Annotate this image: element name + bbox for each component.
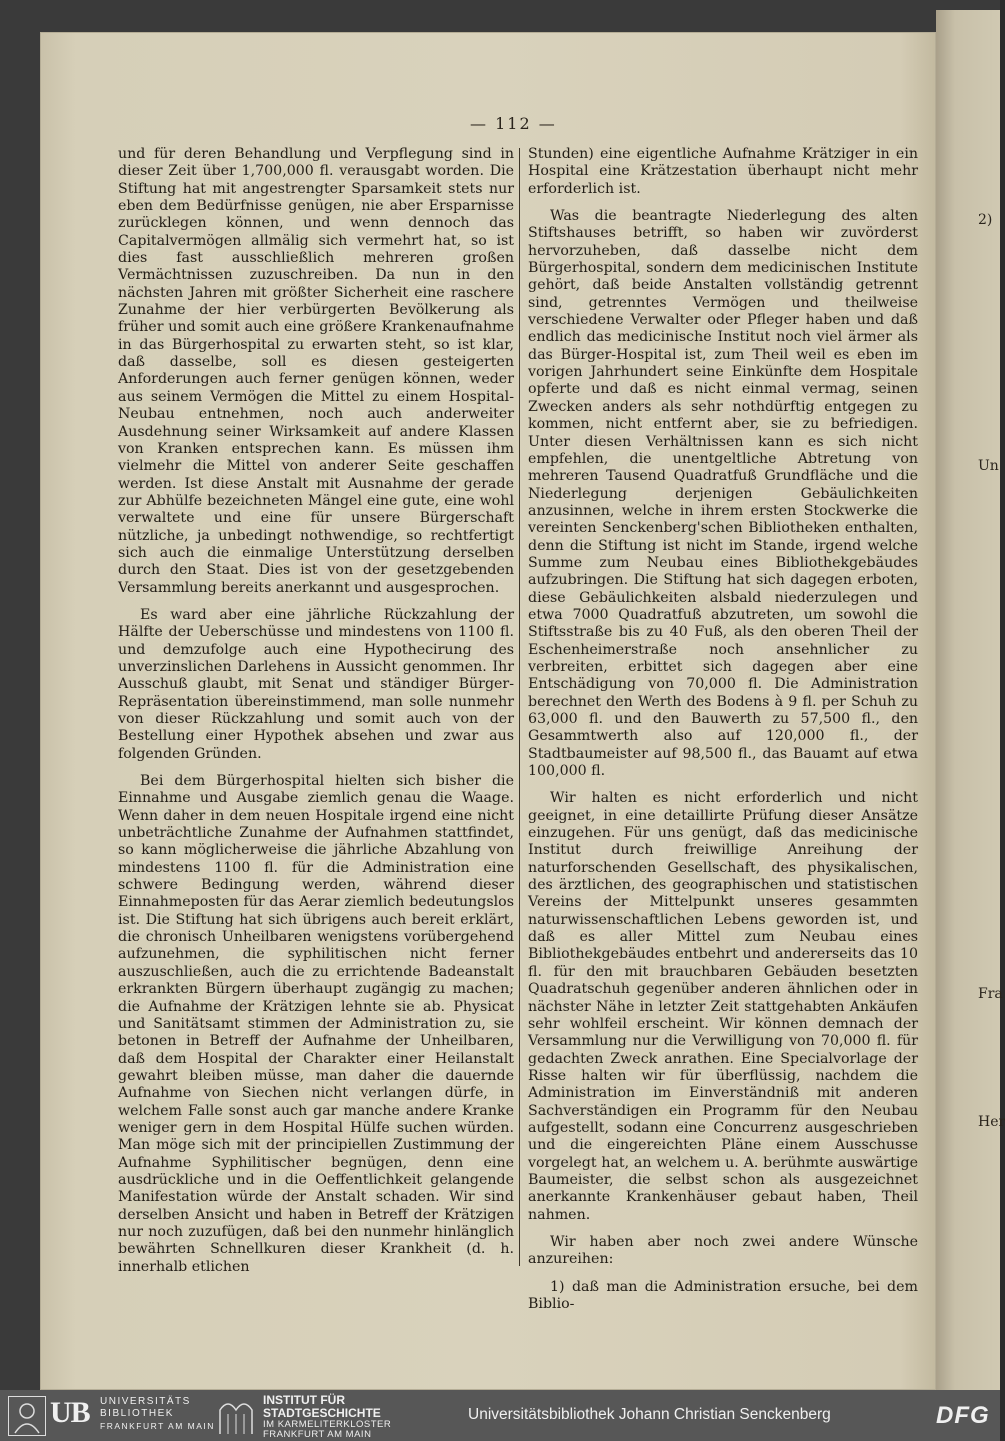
paragraph: Es ward aber eine jährliche Rückzahlung der Hälfte der Ueberschüsse und mindestens von 1100 fl. und demzufolge auch eine Hypothecirung des unverzinslichen Darlehens in Aussicht genommen. Ihr Ausschuß glaubt, mit Senat und ständiger Bürger-Repräsentation übereinstimmend, man solle nunmehr von dieser Rückzahlung und somit auch von der Bestellung einer Hypothek absehen und zwar aus folgenden Gründen.: [118, 606, 514, 762]
library-credit: Universitätsbibliothek Johann Christian Senckenberg: [468, 1406, 831, 1423]
paragraph: Wir haben aber noch zwei andere Wünsche anzureihen:: [528, 1233, 918, 1268]
dfg-logo: DFG: [936, 1402, 990, 1429]
paragraph: Bei dem Bürgerhospital hielten sich bisher die Einnahme und Ausgabe ziemlich genau die Waage. Wenn daher in dem neuen Hospitale irgend eine nicht unbeträchtliche Zunahme der Aufnahmen stattfindet, so kann möglicherweise die jährliche Abzahlung von mindestens 1100 fl. für die Administration eine schwere Bedingung werden, während dieser Einnahmeposten für das Aerar ziemlich bedeutungslos ist. Die Stiftung hat sich übrigens auch bereit erklärt, die chronisch Unheilbaren wenigstens vorübergehend aufzunehmen, die syphilitischen nicht ferner auszuschließen, auch die zu errichtende Badeanstalt erkrankten Bürgern überhaupt zugängig zu machen; die Aufnahme der Krätzigen lehnte sie ab. Physicat und Sanitätsamt stimmen der Administration zu, sie betonen in Betreff der Aufnahme der Unheilbaren, daß dem Hospital der Charakter einer Heilanstalt gewahrt bleiben müsse, man daher die dauernde Aufnahme von Siechen nicht verlangen dürfe, in welchem Falle sonst auch gar manche andere Kranke weniger gern in dem Hospital Hülfe suchen würden. Man möge sich mit der principiellen Zustimmung der Aufnahme Syphilitischer begnügen, denn eine ausdrückliche und in die Oeffentlichkeit gelangende Manifestation würde der Anstalt schaden. Wir sind derselben Ansicht und haben in Betreff der Krätzigen nur noch zuzufügen, daß bei den nunmehr hinlänglich bewährten Schnellkuren dieser Krankheit (d. h. innerhalb etlichen: [118, 773, 514, 1275]
paragraph: Stunden) eine eigentliche Aufnahme Krätziger in ein Hospital eine Krätzestation überhaupt nicht mehr erforderlich ist.: [528, 146, 918, 197]
next-page-fragment: Her: [978, 1114, 1005, 1130]
paragraph: Was die beantragte Niederlegung des alten Stiftshauses betrifft, so haben wir zuvörderst hervorzuheben, daß dasselbe nicht dem Bürgerhospital, sondern dem medicinischen Institute gehört, daß beide Anstalten vollständig getrennt sind, getrenntes Vermögen und theilweise verschiedene Verwalter oder Pfleger haben und daß endlich das medicinische Institut noch viel ärmer als das Bürger-Hospital ist, zum Theil weil es eben im vorigen Jahrhundert seine Einkünfte dem Hospitale opferte und daß es nicht einmal vermag, seinen Zwecken anders als sehr nothdürftig entgegen zu kommen, nicht entfernt aber, sie zu befriedigen. Unter diesen Verhältnissen kann es sich nicht empfehlen, die unentgeltliche Abtretung von mehreren Tausend Quadratfuß Grundfläche und die Niederlegung derjenigen Gebäulichkeiten anzusinnen, welche in ihrem ersten Stockwerke die vereinten Senckenberg'schen Bibliotheken enthalten, denn die Stiftung ist nicht im Stande, irgend welche Summe zum Neubau eines Bibliothekgebäudes aufzubringen. Die Stiftung hat sich dagegen erboten, diese Gebäulichkeiten alsbald niederzulegen und etwa 7000 Quadratfuß abzutreten, um sowohl die Stiftsstraße bis zu 40 Fuß, als den oberen Theil der Eschenheimerstraße noch ansehnlicher zu verbreiten, erbittet sich dagegen aber eine Entschädigung von 70,000 fl. Die Administration berechnet den Werth des Bodens à 9 fl. per Schuh zu 63,000 fl. und den Bauwerth zu 57,500 fl., den Gesammtwerth also auf 120,000 fl., der Stadtbaumeister auf 98,500 fl., das Bauamt auf etwa 100,000 fl.: [528, 208, 918, 780]
isg-building-logo: [216, 1396, 256, 1436]
isg-line: FRANKFURT AM MAIN: [263, 1429, 372, 1440]
next-page-fragment: Fra: [978, 986, 1003, 1002]
paragraph: Wir halten es nicht erforderlich und nicht geeignet, in eine detaillirte Prüfung dieser Ansätze einzugehen. Für uns genügt, daß das medicinische Institut durch freiwillige Anreihung der naturforschenden Gesellschaft, des physikalischen, des ärztlichen, des geographischen und statistischen Vereins der Mittelpunkt unseres gesammten naturwissenschaftlichen Lebens geworden ist, und daß es aller Mittel zum Neubau eines Bibliothekgebäudes entbehrt und andererseits das 10 fl. für den mit brauchbaren Gebäuden besetzten Quadratschuh gegenüber anderen ähnlichen oder in nächster Nähe in letzter Zeit stattgehabten Ankäufen sehr wohlfeil erscheint. Wir können demnach der Versammlung nur die Verwilligung von 70,000 fl. für gedachten Zweck anrathen. Eine Specialvorlage der Risse halten wir für überflüssig, nachdem die Administration im Einverständniß mit anderen Sachverständigen ein Programm für den Neubau aufgestellt, sodann eine Concurrenz ausgeschrieben und die eingereichten Pläne einem Ausschusse vorgelegt hat, an welchem u. A. berühmte auswärtige Baumeister, die selbst schon als ausgezeichnet anerkannte Krankenhäuser gebaut haben, Theil nahmen.: [528, 790, 918, 1223]
ub-logo-letters: UB: [50, 1396, 90, 1429]
footer-bar: [0, 1390, 1000, 1441]
isg-line: STADTGESCHICHTE: [263, 1406, 381, 1420]
left-column: [118, 146, 514, 1276]
next-page-fragment: Un: [978, 458, 999, 474]
ub-logo-text: [100, 1396, 215, 1432]
isg-line: INSTITUT FÜR: [263, 1393, 345, 1407]
ub-portrait-logo: [8, 1396, 46, 1436]
ub-line: UNIVERSITÄTS: [100, 1396, 191, 1407]
ub-line: BIBLIOTHEK: [100, 1408, 174, 1419]
ub-line: FRANKFURT AM MAIN: [100, 1421, 215, 1431]
page-number: — 112 —: [470, 114, 557, 133]
column-divider: [519, 148, 520, 1266]
next-page-fragment: 2): [978, 212, 993, 228]
isg-logo-text: [263, 1394, 391, 1440]
right-column: [528, 146, 918, 1313]
isg-line: IM KARMELITERKLOSTER: [263, 1419, 392, 1430]
paragraph: 1) daß man die Administration ersuche, bei dem Biblio-: [528, 1278, 918, 1312]
paragraph: und für deren Behandlung und Verpflegung sind in dieser Zeit über 1,700,000 fl. verausgabt worden. Die Stiftung hat mit angestrengter Sparsamkeit stets nur eben dem Bedürfnisse genügen, nie aber Ersparnisse zurücklegen können, und wenn dennoch das Capitalvermögen allmälig sich vermehrt hat, so ist dies fast ausschließlich mehreren großen Vermächtnissen zuzuschreiben. Da nun in den nächsten Jahren mit größter Sicherheit eine raschere Zunahme der hier verbürgerten Bevölkerung als früher und somit auch eine größere Krankenaufnahme in das Bürgerhospital zu erwarten steht, so ist klar, daß dasselbe, soll es diesen gesteigerten Anforderungen auch ferner genügen können, weder aus seinem Vermögen die Mittel zu einem Hospital-Neubau entnehmen, noch auch anderweiter Ausdehnung seiner Wirksamkeit auf andere Klassen von Kranken entsprechen kann. Es müssen ihm vielmehr die Mittel von anderer Seite geschaffen werden. Ist diese Anstalt mit Ausnahme der gerade zur Abhülfe bezeichneten Mängel eine gute, eine wohl verwaltete und eine für unsere Bürgerschaft nützliche, ja unbedingt nothwendige, so rechtfertigt sich auch die einmalige Unterstützung derselben durch den Staat. Dies ist von der gesetzgebenden Versammlung bereits anerkannt und ausgesprochen.: [118, 146, 514, 596]
